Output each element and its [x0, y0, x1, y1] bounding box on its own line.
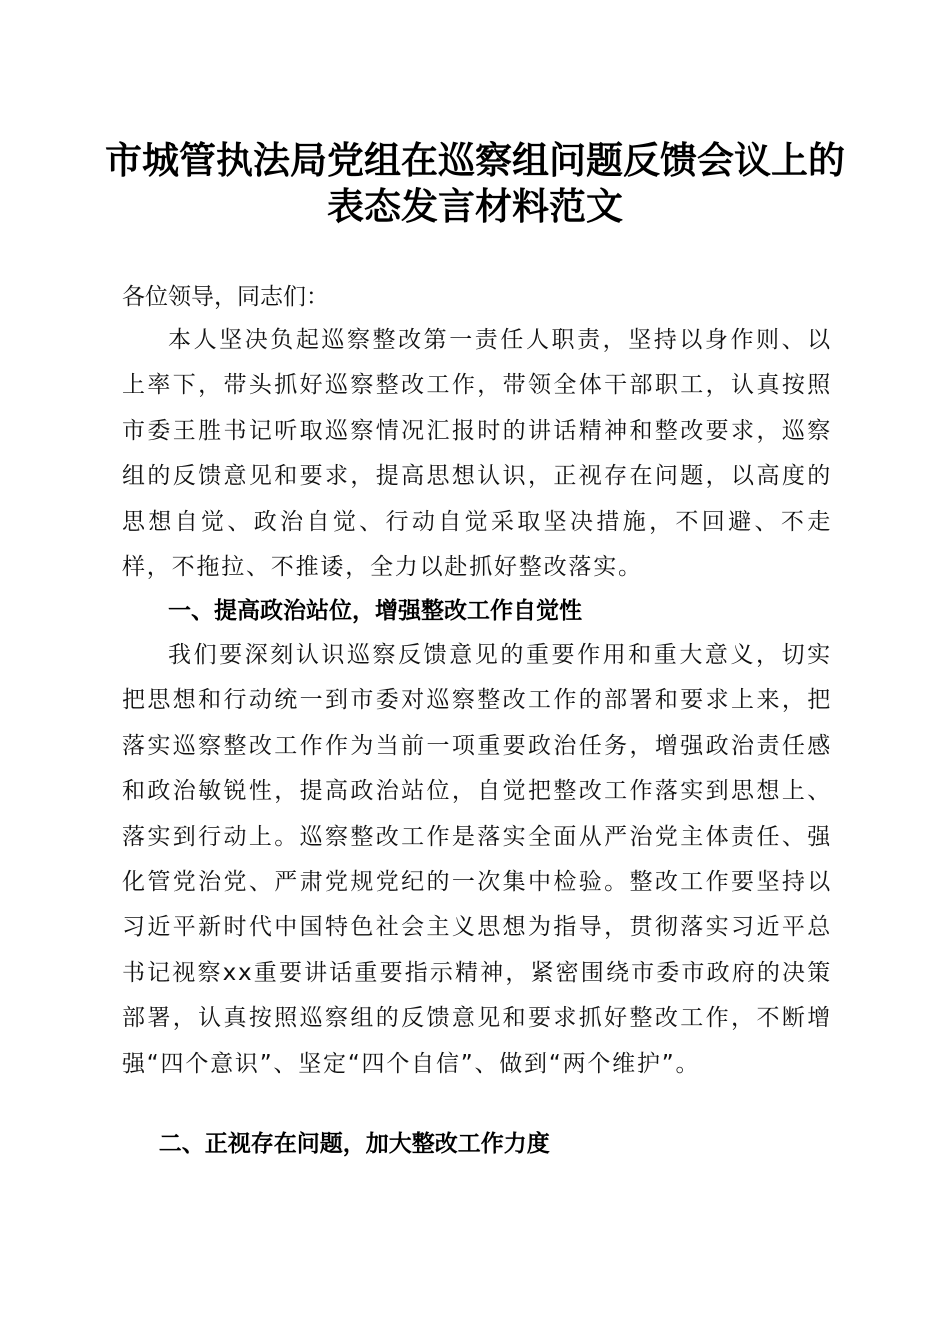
- salutation: 各位领导，同志们：: [122, 284, 329, 310]
- paragraph-section-1: 我们要深刻认识巡察反馈意见的重要作用和重大意义，切实把思想和行动统一到市委对巡察整改工作的部署和要求上来，把落实巡察整改工作作为当前一项重要政治任务，增强政治责任感和政治敏锐性，提高政治站位，自觉把整改工作落实到思想上、落实到行动上。巡察整改工作是落实全面从严治党主体责任、强化管党治党、严肃党规党纪的一次集中检验。整改工作要坚持以习近平新时代中国特色社会主义思想为指导，贯彻落实习近平总书记视察xx重要讲话重要指示精神，紧密围绕市委市政府的决策部署，认真按照巡察组的反馈意见和要求抓好整改工作，不断增强“四个意识”、坚定“四个自信”、做到“两个维护”。: [122, 642, 832, 1077]
- document-title-line-2: 表态发言材料范文: [327, 184, 623, 228]
- document-title-line-1: 市城管执法局党组在巡察组问题反馈会议上的: [105, 138, 845, 182]
- section-heading-2: 二、正视存在问题，加大整改工作力度: [158, 1131, 550, 1157]
- paragraph-intro: 本人坚决负起巡察整改第一责任人职责，坚持以身作则、以上率下，带头抓好巡察整改工作，带领全体干部职工，认真按照市委王胜书记听取巡察情况汇报时的讲话精神和整改要求，巡察组的反馈意见和要求，提高思想认识，正视存在问题，以高度的思想自觉、政治自觉、行动自觉采取坚决措施，不回避、不走样，不拖拉、不推诿，全力以赴抓好整改落实。: [122, 327, 832, 581]
- section-heading-1: 一、提高政治站位，增强整改工作自觉性: [168, 598, 582, 624]
